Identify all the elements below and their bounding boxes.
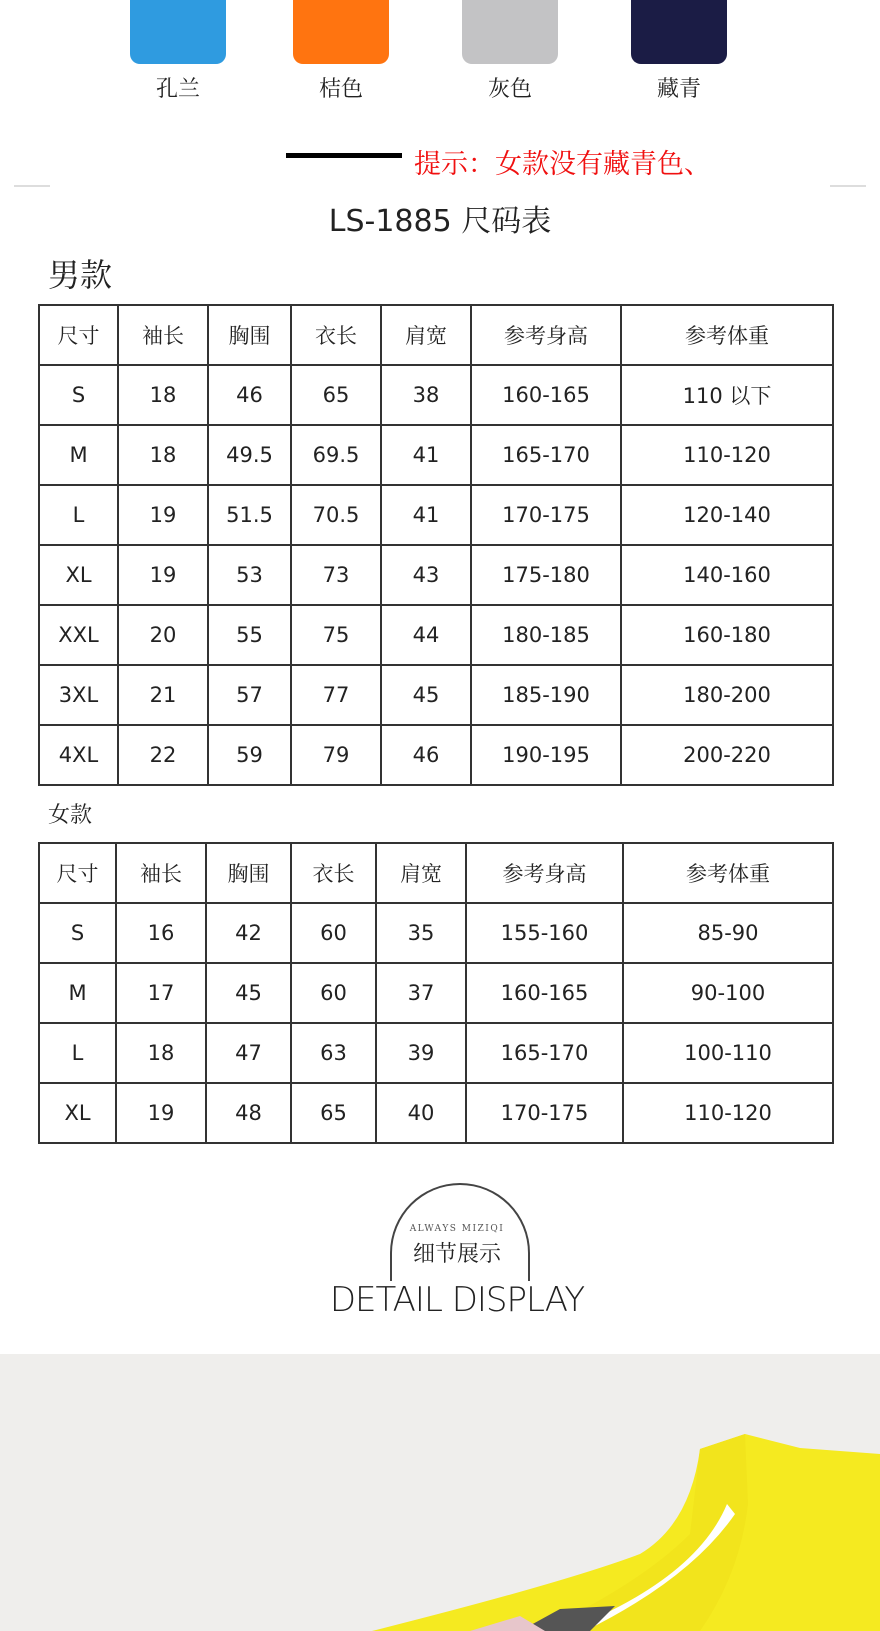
- table-cell: 63: [291, 1023, 376, 1083]
- size-chart-title: LS-1885 尺码表: [328, 204, 552, 239]
- table-cell: 60: [291, 903, 376, 963]
- table-cell: 参考身高: [471, 305, 621, 365]
- table-cell: 43: [381, 545, 471, 605]
- table-cell: 40: [376, 1083, 466, 1143]
- shirt-swatch-navy: [631, 0, 727, 64]
- table-cell: 140-160: [621, 545, 833, 605]
- table-cell: 19: [118, 545, 208, 605]
- hint-text: 提示：女款没有藏青色、: [414, 149, 711, 180]
- table-cell: 47: [206, 1023, 291, 1083]
- table-cell: 袖长: [116, 843, 206, 903]
- table-cell: 100-110: [623, 1023, 833, 1083]
- divider: [14, 185, 50, 187]
- table-cell: 衣长: [291, 843, 376, 903]
- table-cell: 79: [291, 725, 381, 785]
- table-row: [39, 1023, 833, 1083]
- table-cell: 51.5: [208, 485, 291, 545]
- table-cell: 37: [376, 963, 466, 1023]
- color-label: 灰色: [487, 77, 532, 102]
- table-cell: 73: [291, 545, 381, 605]
- table-cell: 参考体重: [621, 305, 833, 365]
- table-row: [39, 725, 833, 785]
- table-cell: 21: [118, 665, 208, 725]
- table-cell: 39: [376, 1023, 466, 1083]
- table-cell: 160-180: [621, 605, 833, 665]
- table-cell: 22: [118, 725, 208, 785]
- table-cell: 53: [208, 545, 291, 605]
- table-cell: XXL: [39, 605, 118, 665]
- table-cell: 19: [118, 485, 208, 545]
- table-cell: 155-160: [466, 903, 623, 963]
- table-cell: 48: [206, 1083, 291, 1143]
- table-cell: XL: [39, 1083, 116, 1143]
- table-cell: 49.5: [208, 425, 291, 485]
- table-cell: 190-195: [471, 725, 621, 785]
- table-row: [39, 1083, 833, 1143]
- shirt-swatch-blue: [130, 0, 226, 64]
- table-cell: 38: [381, 365, 471, 425]
- table-cell: 尺寸: [39, 843, 116, 903]
- table-cell: 胸围: [206, 843, 291, 903]
- table-cell: 170-175: [471, 485, 621, 545]
- table-cell: 44: [381, 605, 471, 665]
- table-cell: 70.5: [291, 485, 381, 545]
- table-cell: 参考体重: [623, 843, 833, 903]
- table-cell: 170-175: [466, 1083, 623, 1143]
- arc-decoration: [390, 1183, 530, 1363]
- table-cell: 41: [381, 485, 471, 545]
- color-label: 藏青: [656, 77, 701, 102]
- women-size-table: [38, 842, 834, 1144]
- table-row: [39, 425, 833, 485]
- table-cell: 42: [206, 903, 291, 963]
- table-cell: 衣长: [291, 305, 381, 365]
- table-cell: 3XL: [39, 665, 118, 725]
- table-cell: 110 以下: [621, 365, 833, 425]
- table-cell: M: [39, 425, 118, 485]
- table-cell: M: [39, 963, 116, 1023]
- table-cell: 45: [206, 963, 291, 1023]
- table-cell: 55: [208, 605, 291, 665]
- product-detail-photo: [0, 1354, 880, 1631]
- table-cell: 肩宽: [376, 843, 466, 903]
- table-cell: 110-120: [621, 425, 833, 485]
- women-section-label: 女款: [48, 803, 93, 828]
- table-cell: 180-200: [621, 665, 833, 725]
- table-cell: 45: [381, 665, 471, 725]
- table-cell: 57: [208, 665, 291, 725]
- table-cell: 75: [291, 605, 381, 665]
- table-cell: S: [39, 365, 118, 425]
- table-cell: 18: [118, 425, 208, 485]
- table-cell: 65: [291, 365, 381, 425]
- table-cell: 165-170: [471, 425, 621, 485]
- table-cell: S: [39, 903, 116, 963]
- table-cell: 160-165: [471, 365, 621, 425]
- table-cell: 尺寸: [39, 305, 118, 365]
- men-section-label: 男款: [48, 256, 113, 294]
- table-cell: 46: [208, 365, 291, 425]
- table-cell: 肩宽: [381, 305, 471, 365]
- table-cell: 120-140: [621, 485, 833, 545]
- table-row: [39, 963, 833, 1023]
- hint-divider: [286, 153, 402, 158]
- table-header-row: [39, 305, 833, 365]
- men-size-table: [38, 304, 834, 786]
- table-cell: 参考身高: [466, 843, 623, 903]
- table-cell: 4XL: [39, 725, 118, 785]
- table-cell: 16: [116, 903, 206, 963]
- table-cell: 85-90: [623, 903, 833, 963]
- table-cell: 46: [381, 725, 471, 785]
- color-label: 桔色: [318, 77, 363, 102]
- shirt-swatch-orange: [293, 0, 389, 64]
- table-cell: L: [39, 485, 118, 545]
- table-cell: 17: [116, 963, 206, 1023]
- shirt-swatch-gray: [462, 0, 558, 64]
- table-cell: 41: [381, 425, 471, 485]
- table-cell: 69.5: [291, 425, 381, 485]
- table-cell: 90-100: [623, 963, 833, 1023]
- detail-title-zh: 细节展示: [412, 1242, 501, 1267]
- table-cell: 165-170: [466, 1023, 623, 1083]
- brand-text: ALWAYS MIZIQI: [409, 1224, 505, 1234]
- table-cell: 18: [118, 365, 208, 425]
- table-cell: 65: [291, 1083, 376, 1143]
- divider: [830, 185, 866, 187]
- table-row: [39, 545, 833, 605]
- detail-display-heading: [307, 1180, 607, 1330]
- table-cell: 20: [118, 605, 208, 665]
- table-cell: L: [39, 1023, 116, 1083]
- table-cell: 袖长: [118, 305, 208, 365]
- table-row: [39, 605, 833, 665]
- table-cell: 胸围: [208, 305, 291, 365]
- table-cell: 19: [116, 1083, 206, 1143]
- table-cell: 175-180: [471, 545, 621, 605]
- table-cell: 35: [376, 903, 466, 963]
- table-cell: 160-165: [466, 963, 623, 1023]
- yellow-shirt-collar-image: [0, 1354, 880, 1631]
- table-row: [39, 365, 833, 425]
- table-cell: 180-185: [471, 605, 621, 665]
- table-cell: 77: [291, 665, 381, 725]
- table-cell: 200-220: [621, 725, 833, 785]
- table-cell: 18: [116, 1023, 206, 1083]
- table-cell: 60: [291, 963, 376, 1023]
- table-header-row: [39, 843, 833, 903]
- table-cell: 59: [208, 725, 291, 785]
- table-row: [39, 903, 833, 963]
- table-cell: 185-190: [471, 665, 621, 725]
- detail-title-en: DETAIL DISPLAY: [329, 1280, 585, 1320]
- color-label: 孔兰: [155, 77, 200, 102]
- table-cell: 110-120: [623, 1083, 833, 1143]
- table-row: [39, 665, 833, 725]
- table-row: [39, 485, 833, 545]
- table-cell: XL: [39, 545, 118, 605]
